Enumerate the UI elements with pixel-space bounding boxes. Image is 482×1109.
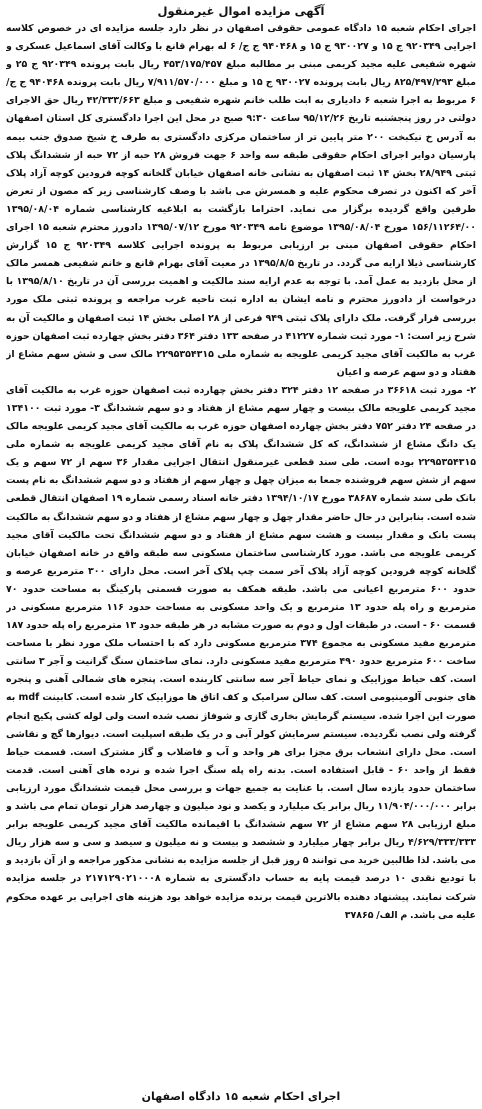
notice-title: آگهی مزایده اموال غیرمنقول xyxy=(157,4,325,18)
notice-paragraph-1: اجرای احکام شعبه ۱۵ دادگاه عمومی حقوقی اصفهان در نظر دارد جلسه مزایده ای در خصوص کلاسه اجرایی ۹۲۰۳۴۹ ج ۱۵ و ۹۳۰۰۲۷ ج ۱۵ و ۹۴۰۴۶۸ ج ج/ ۶ له بهرام قانع با وکالت آقای اسماعیل عسکری و شهره شفیعی علیه مجید کریمی مبنی بر مطالبه مبلغ ۴۵۳/۱۷۵/۴۵۷ ریال بابت پرونده ۹۲۰۳۴۹ ج ۲۵ و مبلغ ۸۲۵/۴۹۷/۲۹۳ ریال بابت پرونده ۹۳۰۰۲۷ ج ۱۵ و مبلغ ۷/۹۱۱/۵۷۰/۰۰۰ ریال بابت پرونده ۹۴۰۴۶۸ ج ج/ ۶ مربوط به اجرا شعبه ۶ دادیاری به ابت طلب خانم شهره شفیعی و مبلغ ۴۲/۳۳۳/۶۶۳ ریال حق الاجرای دولتی در روز پنجشنبه تاریخ ۹۵/۱۲/۲۶ ساعت ۹:۳۰ صبح در محل این اجرا دادگستری کل استان اصفهان به آدرس خ نیکبخت ۲۰۰ متر پایین تر از ساختمان مرکزی دادگستری به طرف خ شیخ صدوق جنب بیمه پارسیان دوایر اجرای احکام حقوقی طبقه سه واحد ۶ جهت فروش ۲۸ حبه از ۷۲ حبه از ششدانگ پلاک ثبتی ۲۸/۹۴۹ بخش ۱۴ ثبت اصفهان به نشانی خانه اصفهان خیابان گلخانه کوچه فرودین کوچه آزاد پلاک آخر که اکنون در تصرف محکوم علیه و همسرش می باشد با وصف کارشناسی زیر که مصون از تعرض طرفین واقع گردیده برگزار می نماید. احتراما بازگشت به ابلاغیه کارشناسی شماره ۱۳۹۵/۰۸/۰۴ ۱۵۶/۱۱۲۶۴/۰۰ مورخ ۱۳۹۵/۰۸/۰۴ موضوع نامه ۹۲۰۳۴۹ مورخ ۱۳۹۵/۰۷/۱۲ دادورز محترم شعبه ۱۵ اجرای احکام حقوقی اصفهان مبنی بر ارزیابی مربوط به پرونده اجرایی کلاسه ۹۲۰۳۴۹ ج ۱۵ گزارش کارشناسی ذیلا ارایه می گردد. در تاریخ ۱۳۹۵/۸/۵ در معیت آقای بهرام قانع و خانم شفیعی همسر مالک از محل بازدید به عمل آمد. با توجه به عدم ارایه سند مالکیت و اهمیت بررسی آن در تاریخ ۱۳۹۵/۸/۱۰ با درخواست از دادورز محترم و نامه ایشان به اداره ثبت ناحیه غرب مراجعه و پرونده ثبتی ملک مورد بررسی قرار گرفت. ملک دارای پلاک ثبتی ۹۴۹ فرعی از ۲۸ اصلی بخش ۱۴ ثبت اصفهان و مالکیت آن به شرح زیر است: ۱- مورد ثبت شماره ۴۱۲۲۷ در صفحه ۱۳۳ دفتر ۳۶۴ دفتر بخش چهارده ثبت اصفهان حوزه غرب به مالکیت آقای مجید کریمی علویجه به شماره ملی ۲۲۹۵۳۵۴۳۱۵ مالک سی و شش سهم مشاع از هفتاد و دو سهم عرصه و اعیان xyxy=(6,23,476,378)
notice-body xyxy=(6,20,476,1086)
notice-signature: اجرای احکام شعبه ۱۵ دادگاه اصفهان xyxy=(141,1090,341,1103)
notice-paragraph-2: ۲- مورد ثبت ۳۶۶۱۸ در صفحه ۱۲ دفتر ۳۲۴ دفتر بخش چهارده ثبت اصفهان حوزه غرب به مالکیت آقای مجید کریمی علویجه مالک بیست و چهار سهم مشاع از هفتاد و دو سهم ششدانگ ۳- مورد ثبت ۱۳۴۱۰۰ در صفحه ۲۴ دفتر ۷۵۲ دفتر بخش چهارده اصفهان حوزه غرب به مالکیت آقای مجید کریمی علویجه مالک یک دانگ مشاع از ششدانگ، که کل ششدانگ پلاک به نام آقای مجید کریمی علویجه به شماره ملی ۲۲۹۵۳۵۴۳۱۵ بوده است. طی سند قطعی غیرمنقول انتقال اجرایی مقدار ۳۶ سهم از ۷۲ سهم و یک سهم از شش سهم فروشنده جمعا به میزان چهل و چهار سهم از هفتاد و دو سهم ششدانگ به نام پست بانک طی سند شماره ۳۸۶۸۷ مورخ ۱۳۹۴/۱۰/۱۷ دفتر خانه اسناد رسمی شماره ۱۹ اصفهان انتقال قطعی شده است. بنابراین در حال حاضر مقدار چهل و چهار سهم مشاع از هفتاد و دو سهم ششدانگ به مالکیت پست بانک و مقدار بیست و هشت سهم مشاع از هفتاد و دو سهم ششدانگ تحت مالکیت آقای مجید کریمی علویجه می باشد. مورد کارشناسی ساختمان مسکونی سه طبقه واقع در خانه اصفهان خیابان گلخانه کوچه فرودین کوچه آزاد پلاک آخر سمت چپ پلاک آخر است. محل دارای ۳۰۰ مترمربع عرصه و حدود ۶۰۰ مترمربع اعیانی می باشد. طبقه همکف به صورت قسمتی پارکینگ به مساحت حدود ۷۰ مترمربع و راه پله حدود ۱۳ مترمربع و یک واحد مسکونی به مساحت حدود ۱۱۶ مترمربع مسکونی در قسمت ۶۰ - است. در طبقات اول و دوم به صورت مشابه در هر طبقه حدود ۱۳ مترمربع راه پله حدود ۱۸۷ مترمربع مفید مسکونی به مجموع ۳۷۴ مترمربع مسکونی دارد که با احتساب ملک مورد نظر با مساحت ساخت ۶۰۰ مترمربع حدود ۴۹۰ مترمربع مفید مسکونی دارد. نمای ساختمان سنگ گرانیت و آجر ۳ سانتی است. کف حیاط موزاییک و نمای حیاط آجر سه سانتی کاربنده است. پنجره های شمالی آهنی و پنجره های جنوبی آلومینیومی است. کف سالن سرامیک و کف اتاق ها موزاییک کار شده است. کابینت mdf به صورت این اجرا شده. سیستم گرمایش بخاری گازی و شوفاژ نصب شده است ولی لوله کشی پکیج انجام گرفته ولی نصب نگردیده. سیستم سرمایش کولر آبی و در یک طبقه اسپلیت است. دیوارها گچ و نقاشی است. محل دارای انشعاب برق مجزا برای هر واحد و آب و فاضلاب و گاز مشترک است. قسمت حیاط فقط از واحد ۶۰ - قابل استفاده است. بدنه راه پله سنگ اجرا شده و نرده های آهنی است. قدمت ساختمان حدود یازده سال است. با عنایت به جمیع جهات و بررسی محل قیمت ششدانگ مورد ارزیابی برابر ۱۱/۹۰۴/۰۰۰/۰۰۰ ریال برابر یک میلیارد و یکصد و نود میلیون و چهارصد هزار تومان تمام می باشد و مبلغ ارزیابی ۲۸ سهم مشاع از ۷۲ سهم ششدانگ با اقیمانده مالکیت آقای مجید کریمی علویجه برابر ۴/۶۲۹/۳۳۳/۳۳۳ ریال برابر چهار میلیارد و ششصد و بیست و نه میلیون و سیصد و سی و سه هزار ریال می باشد. لذا طالبین خرید می توانند ۵ روز قبل از جلسه مزایده به نشانی مذکور مراجعه و از آن بازدید و با تودیع نقدی ۱۰ درصد قیمت پایه به حساب دادگستری به شماره ۲۱۷۱۲۹۰۲۱۰۰۰۸ در جلسه مزایده شرکت نمایند. پیشنهاد دهنده بالاترین قیمت برنده مزایده خواهد بود هزینه های اجرایی بر عهده محکوم علیه می باشد. م الف/ ۳۷۸۶۵ xyxy=(6,384,476,921)
